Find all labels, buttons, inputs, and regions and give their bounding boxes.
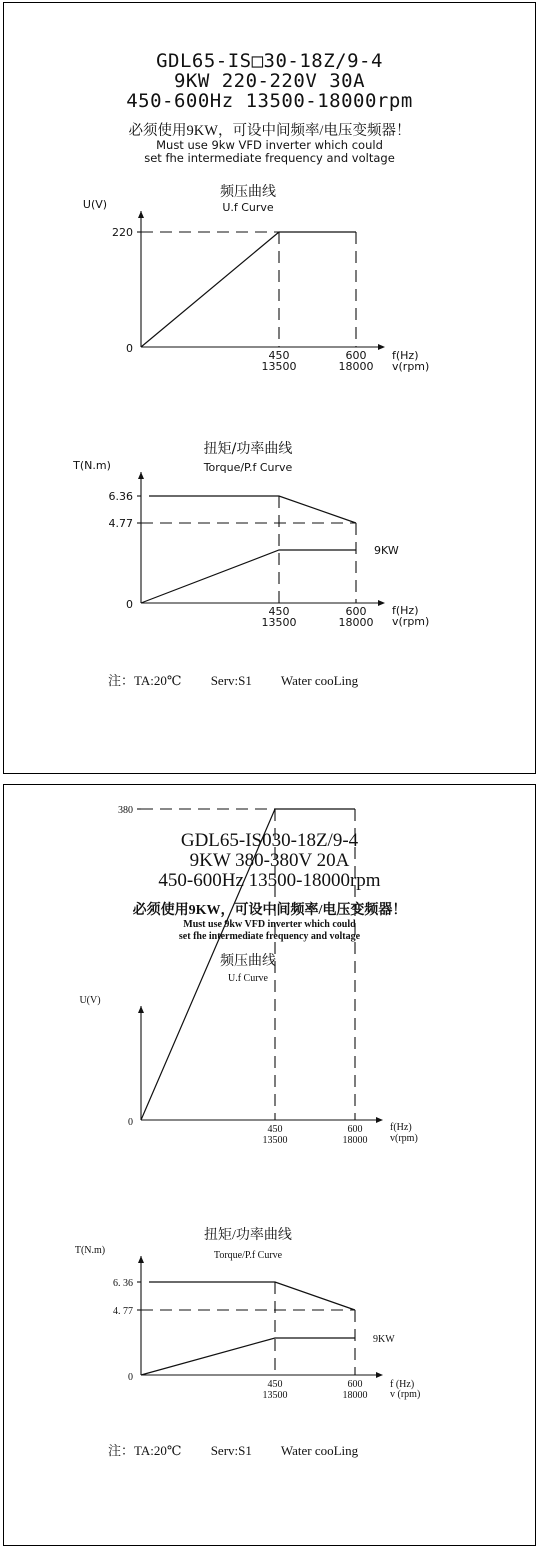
x-tick-label-frequency: 450	[267, 1379, 283, 1390]
y-tick-label: 380	[118, 805, 133, 816]
notice-english-line-2: set fhe intermediate frequency and voltage	[144, 151, 395, 165]
x-axis-arrow	[376, 1372, 383, 1378]
power-voltage-current: 9KW 380-380V 20A	[189, 850, 350, 871]
notice-english-line-1: Must use 9kw VFD inverter which could	[183, 919, 356, 930]
torque-power-chart	[4, 785, 537, 1465]
power-series-line	[141, 550, 356, 603]
x-tick-label-speed: 13500	[262, 1135, 288, 1146]
origin-label: 0	[126, 598, 133, 611]
chart-title: 扭矩/功率曲线	[203, 441, 293, 457]
y-axis-label: U(V)	[79, 995, 101, 1006]
y-tick-label: 4.77	[108, 517, 133, 530]
operating-notes	[108, 670, 384, 689]
chart-title: 频压曲线	[220, 184, 276, 200]
service-duty: Serv:S1	[210, 1443, 252, 1458]
x-tick-label-frequency: 450	[267, 1124, 283, 1135]
x-axis-label-frequency: f(Hz)	[390, 1122, 412, 1133]
notice-chinese: 必须使用9KW，可设中间频率/电压变频器！	[128, 123, 411, 139]
ambient-temperature: 注：TA:20℃	[108, 1443, 182, 1458]
y-axis-label: T(N.m)	[73, 459, 111, 472]
frequency-speed-range: 450-600Hz 13500-18000rpm	[126, 90, 413, 112]
ambient-temperature: 注：TA:20℃	[108, 673, 182, 688]
power-series-label: 9KW	[373, 1334, 395, 1345]
power-voltage-current: 9KW 220-220V 30A	[173, 70, 366, 92]
chart-subtitle: Torque/P.f Curve	[203, 461, 293, 474]
x-tick-label-speed: 18000	[338, 616, 374, 629]
notice-english-line-1: Must use 9kw VFD inverter which could	[156, 138, 383, 152]
origin-label: 0	[126, 342, 133, 355]
x-axis-label-frequency: f(Hz)	[392, 349, 419, 362]
y-axis-arrow	[138, 1256, 144, 1263]
chart-subtitle: U.f Curve	[228, 973, 268, 984]
notice-chinese: 必须使用9KW，可设中间频率/电压变频器！	[132, 903, 407, 918]
x-axis-label-speed: v (rpm)	[390, 1389, 421, 1400]
y-axis-label: U(V)	[82, 198, 108, 211]
y-axis-arrow	[138, 472, 144, 479]
cooling-type: Water cooLing	[280, 673, 359, 688]
x-tick-label-speed: 18000	[342, 1135, 368, 1146]
spec-sheet-1	[3, 2, 536, 774]
y-tick-label: 4. 77	[113, 1306, 133, 1317]
power-series-line	[141, 1338, 355, 1375]
x-axis-arrow	[378, 600, 385, 606]
y-tick-label: 220	[112, 226, 133, 239]
model-number: GDL65-IS030-18Z/9-4	[180, 830, 359, 851]
notice-english-line-2: set fhe intermediate frequency and voltage	[178, 931, 361, 942]
torque-series-line	[149, 496, 356, 523]
origin-label: 0	[128, 1117, 133, 1128]
spec-sheet-2	[3, 784, 536, 1546]
chart-title: 扭矩/功率曲线	[204, 1228, 292, 1243]
x-tick-label-frequency: 600	[347, 1379, 363, 1390]
x-tick-label-frequency: 600	[345, 349, 367, 362]
x-tick-label-speed: 13500	[261, 616, 297, 629]
x-axis-label-speed: v(rpm)	[390, 1133, 418, 1144]
power-series-label: 9KW	[374, 544, 399, 557]
x-tick-label-frequency: 450	[268, 349, 290, 362]
x-tick-label-speed: 18000	[342, 1390, 368, 1401]
x-axis-label-frequency: f(Hz)	[392, 604, 419, 617]
x-tick-label-frequency: 600	[347, 1124, 363, 1135]
frequency-speed-range: 450-600Hz 13500-18000rpm	[158, 870, 381, 891]
cooling-type: Water cooLing	[280, 1443, 359, 1458]
x-tick-label-speed: 13500	[262, 1390, 288, 1401]
origin-label: 0	[128, 1372, 133, 1383]
x-axis-label-speed: v(rpm)	[392, 615, 430, 628]
chart-title: 频压曲线	[220, 954, 276, 969]
x-tick-label-frequency: 600	[345, 605, 367, 618]
chart-subtitle: U.f Curve	[222, 201, 274, 214]
chart-subtitle: Torque/P.f Curve	[213, 1250, 283, 1261]
service-duty: Serv:S1	[210, 673, 252, 688]
operating-notes	[108, 1440, 384, 1459]
y-axis-label: T(N.m)	[74, 1245, 106, 1256]
x-tick-label-speed: 13500	[261, 360, 297, 373]
y-tick-label: 6. 36	[113, 1278, 133, 1289]
x-tick-label-frequency: 450	[268, 605, 290, 618]
x-axis-label-frequency: f (Hz)	[390, 1379, 415, 1390]
torque-power-chart	[4, 3, 537, 683]
x-axis-label-speed: v(rpm)	[392, 360, 430, 373]
model-number: GDL65-IS□30-18Z/9-4	[156, 50, 383, 72]
y-tick-label: 6.36	[108, 490, 133, 503]
x-tick-label-speed: 18000	[338, 360, 374, 373]
torque-series-line	[149, 1282, 355, 1310]
